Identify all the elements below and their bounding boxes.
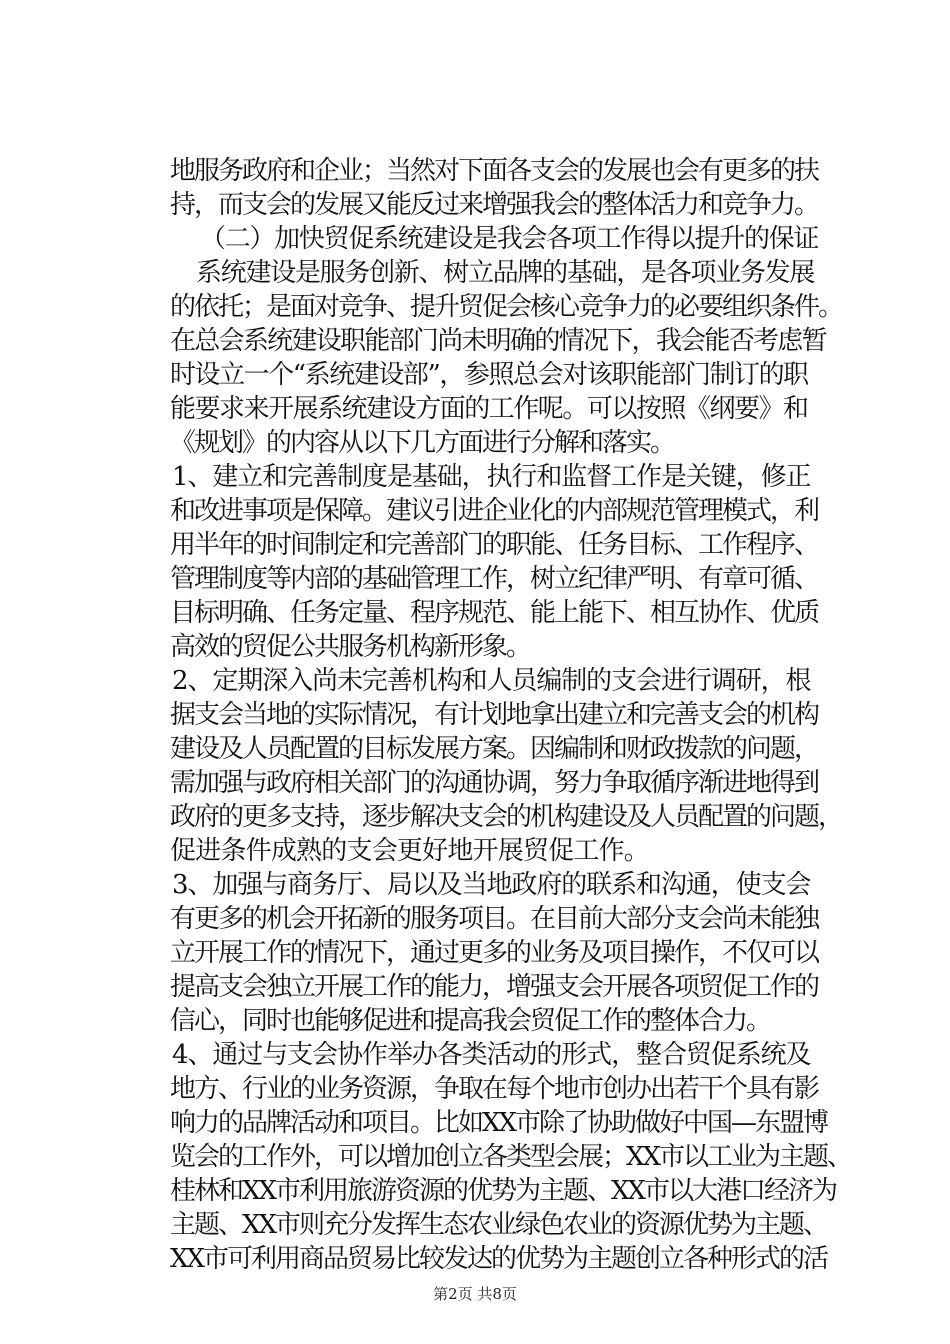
- text-line: 主题、XX市则充分发挥生态农业绿色农业的资源优势为主题、: [170, 1210, 828, 1240]
- text-line: 立开展工作的情况下，通过更多的业务及项目操作，不仅可以: [170, 938, 819, 968]
- text-line: 2、定期深入尚未完善机构和人员编制的支会进行调研，根: [172, 666, 811, 696]
- text-line: 地方、行业的业务资源，争取在每个地市创办出若干个具有影: [170, 1074, 819, 1104]
- text-line: 促进条件成熟的支会更好地开展贸促工作。: [170, 836, 650, 866]
- text-line: 管理制度等内部的基础管理工作，树立纪律严明、有章可循、: [170, 564, 819, 594]
- text-line: 政府的更多支持，逐步解决支会的机构建设及人员配置的问题，: [170, 802, 843, 832]
- text-line: 时设立一个“系统建设部”，参照总会对该职能部门制订的职: [170, 360, 808, 390]
- text-line: 用半年的时间制定和完善部门的职能、任务目标、工作程序、: [170, 530, 819, 560]
- text-line: （二）加快贸促系统建设是我会各项工作得以提升的保证: [200, 224, 819, 254]
- text-line: 有更多的机会开拓新的服务项目。在目前大部分支会尚未能独: [170, 904, 819, 934]
- text-line: 提高支会独立开展工作的能力，增强支会开展各项贸促工作的: [170, 972, 819, 1002]
- text-line: 览会的工作外，可以增加创立各类型会展；XX市以工业为主题、: [170, 1142, 852, 1172]
- text-line: 《规划》的内容从以下几方面进行分解和落实。: [170, 428, 675, 458]
- text-line: XX市可利用商品贸易比较发达的优势为主题创立各种形式的活: [170, 1244, 828, 1274]
- text-line: 和改进事项是保障。建议引进企业化的内部规范管理模式，利: [170, 496, 819, 526]
- text-line: 桂林和XX市利用旅游资源的优势为主题、XX市以大港口经济为: [170, 1176, 837, 1206]
- text-line: 高效的贸促公共服务机构新形象。: [170, 632, 531, 662]
- text-line: 能要求来开展系统建设方面的工作呢。可以按照《纲要》和: [170, 394, 808, 424]
- text-line: 持，而支会的发展又能反过来增强我会的整体活力和竞争力。: [170, 190, 819, 220]
- text-line: 响力的品牌活动和项目。比如XX市除了协助做好中国—东盟博: [170, 1108, 828, 1138]
- text-line: 据支会当地的实际情况，有计划地拿出建立和完善支会的机构: [170, 700, 819, 730]
- text-line: 4、通过与支会协作举办各类活动的形式，整合贸促系统及: [172, 1040, 811, 1070]
- text-line: 3、加强与商务厅、局以及当地政府的联系和沟通，使支会: [172, 870, 811, 900]
- text-line: 在总会系统建设职能部门尚未明确的情况下，我会能否考虑暂: [170, 326, 826, 356]
- text-line: 的依托；是面对竞争、提升贸促会核心竞争力的必要组织条件。: [170, 292, 843, 322]
- text-line: 目标明确、任务定量、程序规范、能上能下、相互协作、优质: [170, 598, 819, 628]
- page-footer: 第2页 共8页: [433, 1285, 517, 1303]
- text-line: 需加强与政府相关部门的沟通协调，努力争取循序渐进地得到: [170, 768, 819, 798]
- text-line: 建设及人员配置的目标发展方案。因编制和财政拨款的问题，: [170, 734, 819, 764]
- text-line: 系统建设是服务创新、树立品牌的基础，是各项业务发展: [196, 258, 815, 288]
- text-line: 1、建立和完善制度是基础，执行和监督工作是关键，修正: [172, 462, 811, 492]
- text-line: 地服务政府和企业；当然对下面各支会的发展也会有更多的扶: [170, 156, 819, 186]
- text-line: 信心，同时也能够促进和提高我会贸促工作的整体合力。: [170, 1006, 771, 1036]
